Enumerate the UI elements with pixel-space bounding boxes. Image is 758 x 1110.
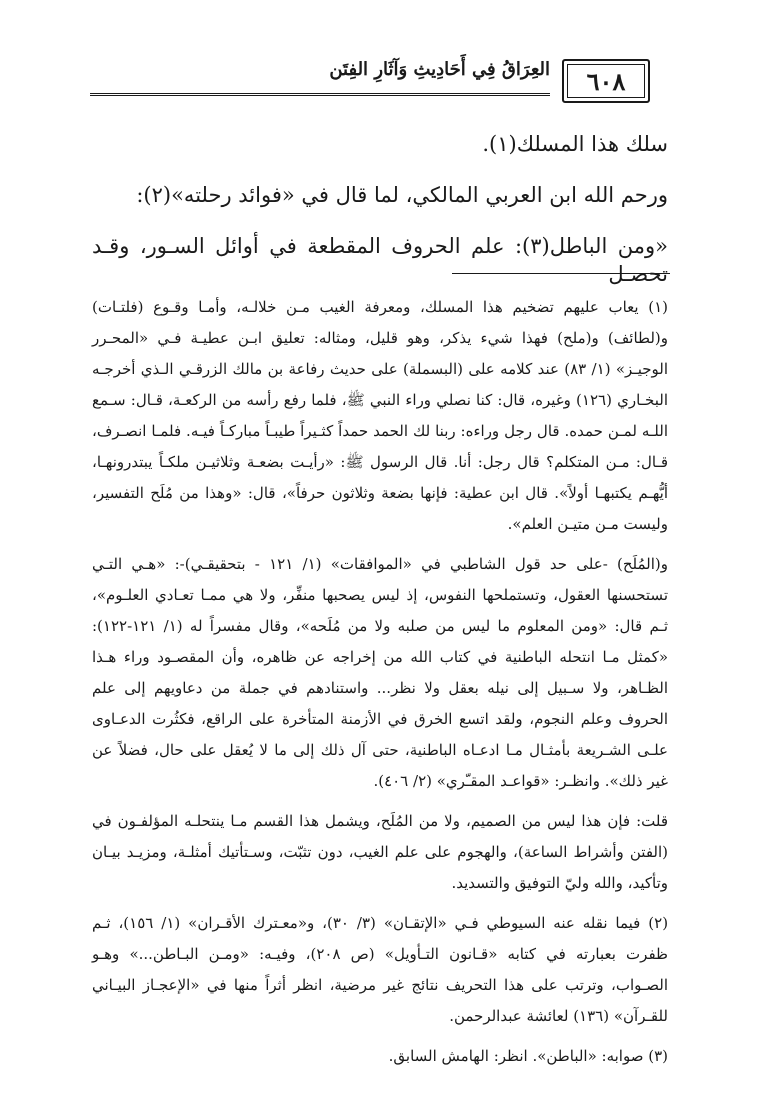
main-text — [92, 130, 668, 311]
footnote-paragraph: قلت: فإن هذا ليس من الصميم، ولا من المُلَح، ويشمل هذا القسم مـا ينتحلـه المؤلفـون في (الفتن وأشراط الساعة)، والهجوم على علم الغيب، دون تثبّت، وسـتأتيك أمثلـة، ومزيـد بيـان وتأكيد، والله وليّ التوفيق والتسديد. — [92, 812, 668, 892]
footnote-paragraph: و(المُلَح) -على حد قول الشاطبي في «الموافقات» (١/ ١٢١ - بتحقيقـي)-: «هـي التـي تستحسنها العقول، وتستملحها النفوس، إذ ليس يصحبها منفِّر، ولا هي ممـا تعـادي العلـوم»، ثـم قال: «ومن المعلوم ما ليس من صلبه ولا من مُلَحه»، وقال مفسراً له (١/ ١٢١-١٢٢): «كمثل مـا انتحله الباطنية في كتاب الله من إخراجه عن ظاهره، وأن المقصـود وراء هـذا الظـاهر، ولا سـبيل إلى نيله بعقل ولا نظر... واستنادهم في جملة من دعاويهم إلى علم الحروف وعلم النجوم، ولقد اتسع الخرق في الأزمنة المتأخرة على الراقع، فكثُرت الدعـاوى علـى الشـريعة بأمثـال مـا ادعـاه الباطنية، حتى آل ذلك إلى ما لا يُعقل على حال، فضلاً عن غير ذلك». وانظـر: «قواعـد المقـّري» (٢/ ٤٠٦). — [92, 555, 669, 790]
footnote-1: (١) يعاب عليهم تضخيم هذا المسلك، ومعرفة الغيب مـن خلالـه، وأمـا وقـوع (فلتـات) و(لطائف) و(ملح) فهذا شيء يذكر، وهو قليل، ومثاله: تعليق ابـن عطيـة فـي «المحـرر الوجيـز» (١/ ٨٣) عند كلامه على (البسملة) على حديث رفاعة بن مالك الزرقـي الـذي أخرجـه البخـاري (١٢٦) وغيره، قال: كنا نصلي وراء النبي ﷺ، فلما رفع رأسه من الركعـة، قـال: سـمع اللـه لمـن حمده. قال رجل وراءه: ربنا لك الحمد حمداً كثـيراً طيبـاً مباركـاً فيـه. فلمـا انصـرف، قـال: مـن المتكلم؟ قال رجل: أنا. قال الرسول ﷺ: «رأيـت بضعـة وثلاثيـن ملكـاً يبتدرونهـا، أيُّهـم يكتبهـا أولاً». قال ابن عطية: فإنها بضعة وثلاثون حرفاً»، قال: «وهذا من مُلَح التفسير، وليست مـن متيـن العلم». — [92, 298, 669, 533]
main-paragraph: سلك هذا المسلك(١). — [482, 132, 668, 156]
footnote-3: (٣) صوابه: «الباطن». انظر: الهامش السابق. — [388, 1047, 668, 1065]
header-rule — [90, 93, 550, 96]
footnote-2: (٢) فيما نقله عنه السيوطي فـي «الإتقـان» (٣/ ٣٠)، و«معـترك الأقـران» (١/ ١٥٦)، ثـم ظفرت بعبارته في كتابه «قـانون التـأويل» (ص ٢٠٨)، وفيـه: «ومـن البـاطن...» وهـو الصـواب، وترتب على هذا التحريف نتائج غير مرضية، انظر أثراً منها في «الإعجـاز البيـاني للقـرآن» (١٣٦) لعائشة عبدالرحمن. — [92, 914, 669, 1025]
footnote-separator — [452, 273, 670, 274]
page-number: ٦٠٨ — [562, 59, 650, 103]
footnotes — [92, 292, 668, 1072]
page-header — [90, 55, 650, 105]
main-paragraph: «ومن الباطل(٣): علم الحروف المقطعة في أوائل السـور، وقـد تحصـل — [92, 234, 668, 286]
main-paragraph: ورحم الله ابن العربي المالكي، لما قال في «فوائد رحلته»(٢): — [136, 183, 668, 207]
book-title: العِرَاقُ فِي أَحَادِيثِ وَآثَارِ الفِتَن — [329, 59, 550, 80]
